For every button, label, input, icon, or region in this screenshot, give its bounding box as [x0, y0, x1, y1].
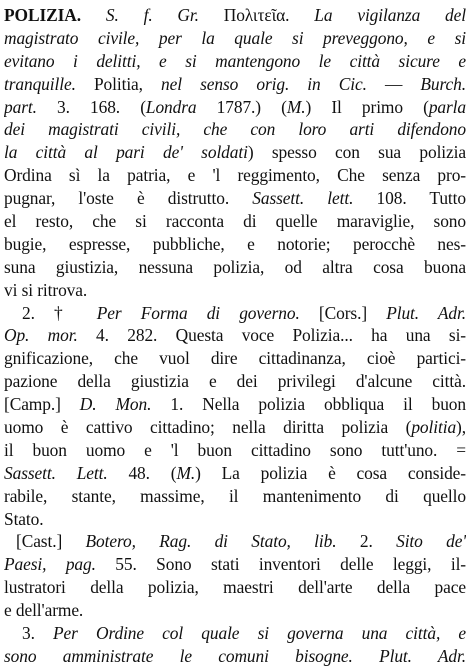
- text-line: pazione della giustizia e dei privilegi d'alcune città.: [4, 371, 466, 392]
- text-line: Ordina sì la patria, e 'l reggimento, Che senza pro-: [4, 165, 466, 186]
- text-line: bugie, espresse, pubbliche, e notorie; perocchè nes-: [4, 233, 466, 254]
- definition-2: [4, 302, 466, 531]
- definition-2-continued: [4, 530, 466, 622]
- text-line: evitano i delitti, e si mantengono le città sicure e: [4, 50, 466, 71]
- text-line: gnificazione, che vuol dire cittadinanza, cioè partici-: [4, 348, 466, 369]
- text-line: magistrato civile, per la quale si preveggono, e si: [4, 27, 466, 48]
- text-line: Paesi, pag. 55. Sono stati inventori delle leggi, il-: [4, 554, 466, 575]
- text-line: tranquille. Politia, nel senso orig. in Cic. — Burch.: [4, 73, 466, 94]
- text-line: il buon uomo e 'l buon cittadino sono tutt'uno. =: [4, 439, 466, 460]
- text-line: part. 3. 168. (Londra 1787.) (M.) Il primo (parla: [4, 96, 466, 117]
- text-line: pugnar, l'oste è distrutto. Sassett. lett. 108. Tutto: [4, 188, 466, 209]
- text-line: la città al pari de' soldati) spesso con sua polizia: [4, 142, 466, 163]
- text-line: 3. Per Ordine col quale si governa una città, e: [22, 623, 466, 644]
- text-line: uomo è cattivo cittadino; nella diritta polizia (politia),: [4, 417, 466, 438]
- text-line: e dell'arme.: [4, 600, 84, 621]
- definition-3: [4, 622, 466, 668]
- text-line: dei magistrati civili, che con loro arti difendono: [4, 119, 466, 140]
- definition-1: [4, 4, 466, 302]
- text-line: lustratori della polizia, maestri dell'arte della pace: [4, 577, 466, 598]
- text-line: Op. mor. 4. 282. Questa voce Polizia... ha una si-: [4, 325, 466, 346]
- text-line: suna giustizia, nessuna polizia, od altra cosa buona: [4, 256, 466, 277]
- text-line: POLIZIA. S. f. Gr. Πολιτεῖα. La vigilanza del: [4, 5, 466, 25]
- text-line: 2. † Per Forma di governo. [Cors.] Plut. Adr.: [22, 302, 466, 323]
- text-line: [Camp.] D. Mon. 1. Nella polizia obbliqua il buon: [4, 394, 466, 415]
- text-line: sono amministrate le comuni bisogne. Plut. Adr.: [4, 645, 466, 666]
- text-line: el resto, che si racconta di quelle maraviglie, sono: [4, 211, 466, 232]
- text-line: Sassett. Lett. 48. (M.) La polizia è cosa conside-: [4, 462, 466, 483]
- dictionary-entry-polizia: [4, 4, 466, 668]
- text-line: Stato.: [4, 508, 44, 529]
- text-line: [Cast.] Botero, Rag. di Stato, lib. 2. Sito de': [16, 531, 466, 552]
- text-line: vi si ritrova.: [4, 279, 88, 300]
- text-line: rabile, stante, massime, il mantenimento di quello: [4, 485, 466, 506]
